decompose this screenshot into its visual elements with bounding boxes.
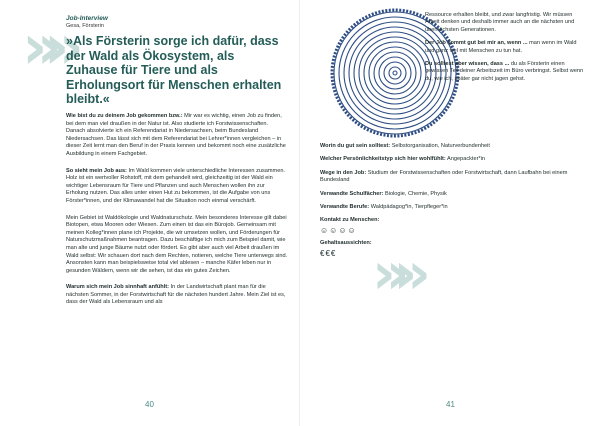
euro-rating-icon: €€€ xyxy=(320,248,337,258)
fact-item: Welcher Persönlichkeitstyp sich hier wohlfühlt: Angepackter*in xyxy=(320,156,485,163)
right-page xyxy=(300,0,600,426)
paragraph: Wie bist du zu deinem Job gekommen bzw.: Mir war es wichtig, einen Job zu finden, bei dem man viel draußen in der Natur ist. Also studierte ich Forstwissenschaften. Danach absolvierte ich ein Referendariat in Niedersachsen, beim Bundesland Niedersachsen. Das lässt sich mit dem Referendariat bei Lehrer*innen vergleichen – in dieser Zeit lernt man den Beruf in der Praxis kennen und bekommt noch eine zusätzliche Ausbildung in einem Fachgebiet. xyxy=(66,113,286,157)
byline: Gesa, Försterin xyxy=(66,23,104,29)
fact-item: Verwandte Schulfächer: Biologie, Chemie, Physik xyxy=(320,190,447,197)
paragraph: Mein Gebiet ist Waldökologie und Waldnaturschutz. Mein besonderes Interesse gilt dabei Biotopen, etwa Mooren oder Wiesen. Zum einen ist das ein Bürojob. Gemeinsam mit meinen Kolleg*innen plane ich Projekte, die wir umsetzen wollen, und Förderungen für Naturschutzmaßnahmen beantragen. Dazu beschäftige ich mich zum Beispiel damit, wie man alte und junge Bäume nutzt oder fördert. Es gibt aber auch viel Arbeit draußen im Wald selbst: Wir schauen dort nach dem Rechten, notieren, welche Tiere unterwegs sind. Ansonsten kann man beispielsweise total viel ablesen – manche Käfer leben nur in gesunden Wäldern, wenn wir die sehen, ist das ein gutes Zeichen. xyxy=(66,214,288,274)
fact-item: Verwandte Berufe: Waldpädagog*in, Tierpfleger*in xyxy=(320,204,448,211)
paragraph: Der Job kommt gut bei mir an, wenn ... man wenn im Wald und ganz viel mit Menschen zu tun hat. xyxy=(425,40,577,54)
salary-rating: Gehaltsaussichten: €€€ xyxy=(320,240,590,257)
fact-item: Worin du gut sein solltest: Selbstorganisation, Naturverbundenheit xyxy=(320,143,490,149)
chevron-decoration-icon: »» xyxy=(372,239,415,307)
paragraph: Warum sich mein Job sinnhaft anfühlt: In der Landwirtschaft plant man für die nächsten Sommer, in der Forstwirtschaft für die nächsten hundert Jahre. Mein Ziel ist es, dass der Wald als Lebensraum und als xyxy=(66,284,286,306)
page-number: 40 xyxy=(145,400,154,409)
contact-rating: Kontakt zu Menschen: ☺☺☺☺ xyxy=(320,217,590,234)
paragraph: So sieht mein Job aus: Im Wald kommen viele unterschiedliche Interessen zusammen. Holz ist ein wertvoller Rohstoff, mit dem gehandelt wird, gleichzeitig ist der Wald ein wichtiger Lebensraum für Tiere und Pflanzen und auch Menschen wollen ihn zur Erholung nutzen. Das alles unter einen Hut zu bekommen, ist die Aufgabe von uns Förster*innen, und der Klimawandel hat die Situation noch einmal verschärft. xyxy=(66,167,285,204)
page-number: 41 xyxy=(446,400,455,409)
fact-item: Wege in den Job: Studium der Forstwissenschaften oder Forstwirtschaft, dann Laufbahn bei einem Bundesland xyxy=(320,169,568,184)
interview-body xyxy=(66,113,288,316)
job-facts xyxy=(320,143,590,263)
interview-continuation xyxy=(425,12,585,89)
section-kicker: Job-Interview xyxy=(66,15,108,22)
chevron-decoration-icon: »» xyxy=(22,10,67,83)
paragraph: Du solltest aber wissen, dass ... du als Försterin einen gewissen Teil deiner Arbeitszeit im Büro verbringst. Selbst wenn du, wie ich, später gar nicht jagen gehst. xyxy=(425,61,584,82)
smiley-rating-icon: ☺☺☺☺ xyxy=(320,225,357,235)
pull-quote: »Als Försterin sorge ich dafür, dass der Wald als Ökosystem, als Zuhause für Tiere und als Erholungsort für Menschen erhalten bleibt.« xyxy=(66,34,282,106)
paragraph: Ressource erhalten bleibt, und zwar langfristig. Wir müssen Arbeit denken und deshalb immer auch an die nächsten und übernächsten Generationen. xyxy=(425,12,575,33)
